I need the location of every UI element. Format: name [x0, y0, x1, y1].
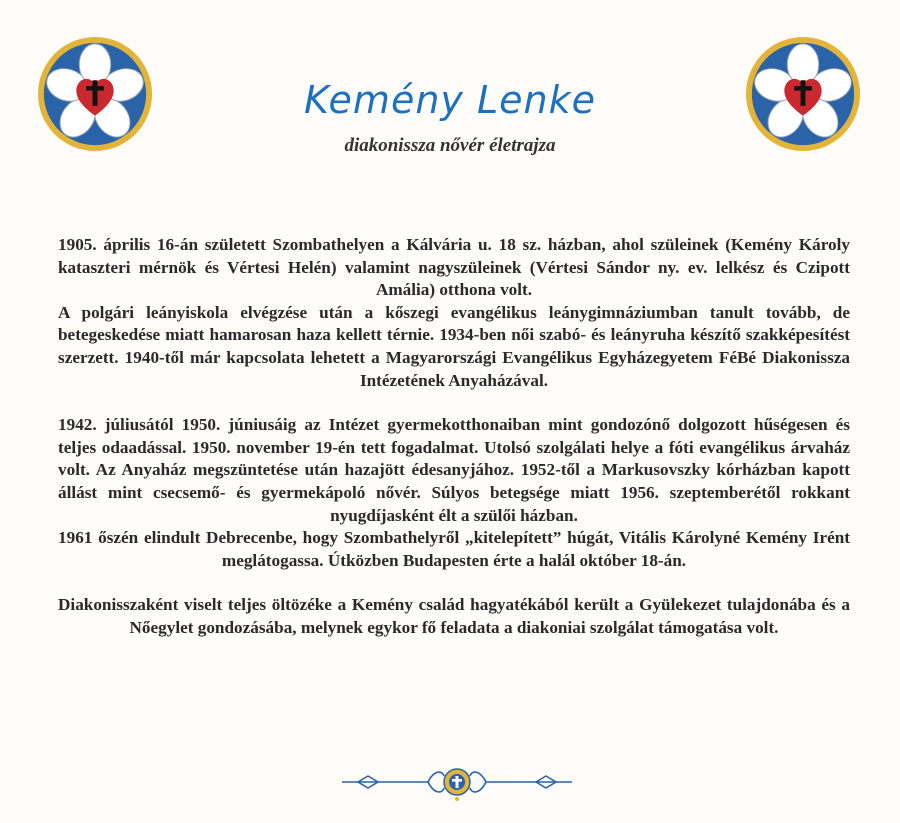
- paragraph-service: 1942. júliusától 1950. júniusáig az Intézet gyermekotthonaiban mint gondozónő dolgozott hűségesen és teljes odaadással. 1950. november 19-én tett fogadalmat. Utolsó szolgálati helye a fóti evangélikus árvaház volt. Az Anyaház megszüntetése után hazajött édesanyjához. 1952-től a Markusovszky kórházban kapott állást mint csecsemő- és gyermekápoló nővér. Súlyos betegsége miatt 1956. szeptemberétől rokkant nyugdíjasként élt a szülői házban.: [58, 415, 850, 525]
- decorative-divider-icon: [338, 762, 576, 802]
- paragraph-death: 1961 őszén elindult Debrecenbe, hogy Szombathelyről „kitelepített” húgát, Vitális Károlyné Kemény Irént meglátogassa. Útközben Budapesten érte a halál október 18-án.: [58, 528, 850, 570]
- paragraph-education: A polgári leányiskola elvégzése után a kőszegi evangélikus leánygimnáziumban tanult tovább, de betegeskedése miatt hamarosan haza kellett térnie. 1934-ben női szabó- és leányruha készítő szakképesítést szerzett. 1940-től már kapcsolata lehetett a Magyarországi Evangélikus Egyházegyetem FéBé Diakonissza Intézetének Anyaházával.: [58, 302, 850, 390]
- paragraph-birth: 1905. április 16-án született Szombathelyen a Kálvária u. 18 sz. házban, ahol szüleinek (Kemény Károly kataszteri mérnök és Vértesi Helén) valamint nagyszüleinek (Vértesi Sándor ny. ev. lelkész és Czipott Amália) otthona volt.: [58, 235, 850, 300]
- biography-text: [58, 234, 850, 640]
- page-subtitle: diakonissza nővér életrajza: [344, 135, 556, 156]
- paragraph-legacy: Diakonisszaként viselt teljes öltözéke a Kemény család hagyatékából került a Gyülekezet tulajdonába és a Nőegylet gondozásába, melynek egykor fő feladata a diakoniai szolgálat támogatása volt.: [58, 595, 850, 637]
- page-title: Kemény Lenke: [303, 78, 596, 122]
